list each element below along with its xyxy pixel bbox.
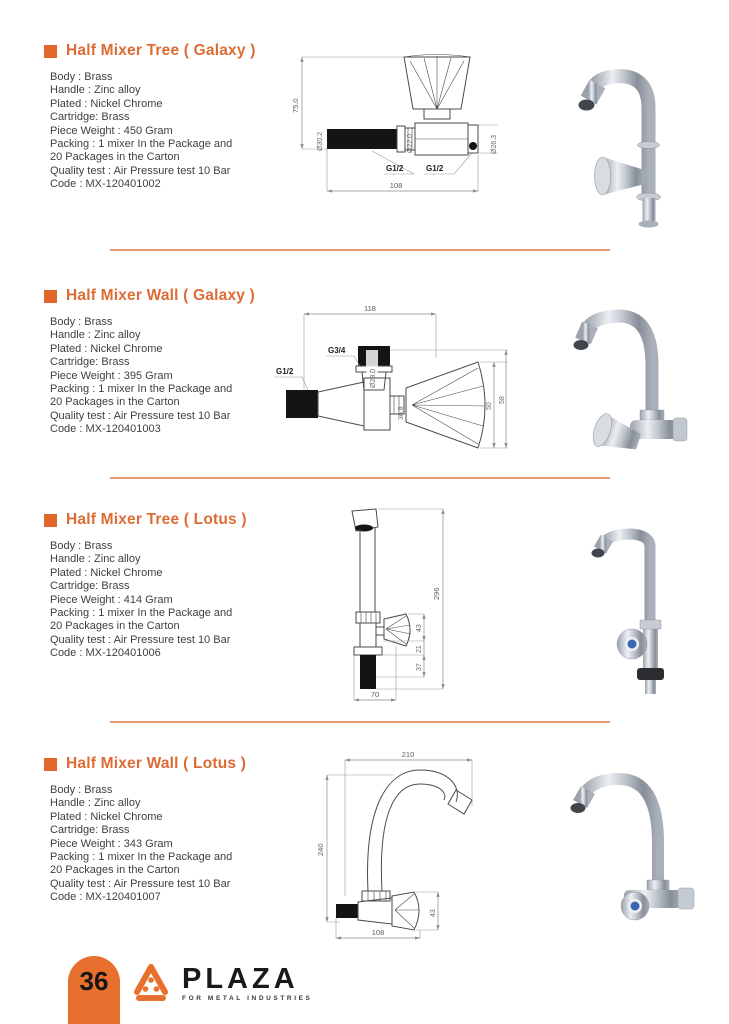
- spec-line: 20 Packages in the Carton: [50, 151, 180, 164]
- brand-logo: [128, 960, 312, 1006]
- technical-drawing-angle-valve: [272, 43, 512, 208]
- spec-line: Plated : Nickel Chrome: [50, 810, 163, 823]
- dimension-label: 118: [364, 304, 376, 313]
- spec-line: Code : MX-120401002: [50, 178, 161, 191]
- spec-line: Piece Weight : 414 Gram: [50, 593, 173, 606]
- technical-drawing-wall-valve: [266, 298, 511, 458]
- section-header: [44, 755, 246, 773]
- brand-tagline: FOR METAL INDUSTRIES: [182, 994, 313, 1002]
- spec-line: Plated : Nickel Chrome: [50, 342, 163, 355]
- thread-label: G1/2: [386, 164, 404, 173]
- product-photo-pillar-faucet: [540, 46, 715, 231]
- spec-line: Packing : 1 mixer In the Package and: [50, 383, 233, 396]
- spec-line: Packing : 1 mixer In the Package and: [50, 138, 233, 151]
- section-title: Half Mixer Wall ( Lotus ): [66, 755, 247, 772]
- dimension-label: 240: [316, 843, 325, 856]
- spec-line: Cartridge: Brass: [50, 824, 130, 837]
- spec-line: Piece Weight : 450 Gram: [50, 124, 173, 137]
- orange-square-bullet-icon: [44, 45, 57, 58]
- spec-line: Cartridge: Brass: [50, 111, 130, 124]
- spec-line: Handle : Zinc alloy: [50, 329, 141, 342]
- dimension-label: Ø26.3: [491, 134, 498, 154]
- spec-line: Handle : Zinc alloy: [50, 553, 141, 566]
- dimension-label: Ø30.2: [317, 131, 324, 151]
- brand-name: PLAZA: [182, 962, 299, 995]
- plaza-triangle-logo-icon: [128, 960, 174, 1006]
- section-title: Half Mixer Tree ( Lotus ): [66, 511, 247, 528]
- spec-line: Quality test : Air Pressure test 10 Bar: [50, 164, 231, 177]
- spec-line: Cartridge: Brass: [50, 580, 130, 593]
- section-divider: [110, 249, 610, 251]
- dimension-label: 296: [432, 587, 441, 600]
- dimension-label: 43: [416, 624, 423, 632]
- spec-line: Packing : 1 mixer In the Package and: [50, 851, 233, 864]
- dimension-label: 21: [416, 645, 423, 653]
- spec-line: Plated : Nickel Chrome: [50, 97, 163, 110]
- dimension-label: 108: [371, 928, 385, 937]
- dimension-label: 70: [370, 690, 380, 699]
- section-header: [44, 42, 256, 60]
- dimension-label: Ø28.0: [370, 368, 377, 388]
- spec-line: Quality test : Air Pressure test 10 Bar: [50, 409, 231, 422]
- dimension-label: 108: [389, 181, 403, 190]
- spec-list: [50, 784, 285, 905]
- dimension-label: Ø22.0: [407, 133, 414, 153]
- section-title: Half Mixer Tree ( Galaxy ): [66, 42, 256, 59]
- technical-drawing-wall-gooseneck: [302, 746, 502, 946]
- spec-line: Body : Brass: [50, 540, 113, 552]
- section-divider: [110, 477, 610, 479]
- spec-list: [50, 71, 285, 192]
- product-section-galaxy-tree: [0, 38, 729, 268]
- spec-line: Handle : Zinc alloy: [50, 797, 141, 810]
- dimension-label: 36.8: [398, 406, 405, 420]
- technical-drawing-pillar-tap: [300, 497, 480, 712]
- orange-square-bullet-icon: [44, 758, 57, 771]
- spec-line: 20 Packages in the Carton: [50, 396, 180, 409]
- spec-line: Code : MX-120401006: [50, 647, 161, 660]
- spec-line: Quality test : Air Pressure test 10 Bar: [50, 877, 231, 890]
- orange-square-bullet-icon: [44, 290, 57, 303]
- dimension-label: 210: [401, 750, 415, 759]
- thread-label: G3/4: [328, 346, 346, 355]
- product-photo-wall-faucet: [535, 287, 715, 472]
- product-photo-pillar-tap: [545, 502, 715, 700]
- product-section-lotus-wall: [0, 751, 729, 981]
- spec-line: Piece Weight : 343 Gram: [50, 837, 173, 850]
- page-number: 36: [79, 966, 109, 996]
- spec-line: 20 Packages in the Carton: [50, 864, 180, 877]
- spec-line: Packing : 1 mixer In the Package and: [50, 607, 233, 620]
- spec-line: Code : MX-120401007: [50, 891, 161, 904]
- dimension-label: 75.0: [291, 98, 300, 113]
- spec-line: Body : Brass: [50, 71, 113, 83]
- thread-label: G1/2: [276, 367, 294, 376]
- spec-line: Piece Weight : 395 Gram: [50, 369, 173, 382]
- page-number-tab: [68, 956, 120, 1024]
- spec-line: Body : Brass: [50, 784, 113, 796]
- spec-list: [50, 540, 285, 661]
- section-title: Half Mixer Wall ( Galaxy ): [66, 287, 255, 304]
- spec-line: Cartridge: Brass: [50, 356, 130, 369]
- spec-line: Quality test : Air Pressure test 10 Bar: [50, 633, 231, 646]
- product-photo-wall-gooseneck: [542, 748, 717, 943]
- orange-square-bullet-icon: [44, 514, 57, 527]
- spec-line: Code : MX-120401003: [50, 423, 161, 436]
- spec-line: Body : Brass: [50, 316, 113, 328]
- product-section-lotus-tree: [0, 507, 729, 737]
- section-divider: [110, 721, 610, 723]
- thread-label: G1/2: [426, 164, 444, 173]
- section-header: [44, 511, 247, 529]
- spec-line: Handle : Zinc alloy: [50, 84, 141, 97]
- spec-list: [50, 316, 285, 437]
- spec-line: Plated : Nickel Chrome: [50, 566, 163, 579]
- dimension-label: 58: [499, 396, 506, 404]
- spec-line: 20 Packages in the Carton: [50, 620, 180, 633]
- dimension-label: 43: [430, 909, 437, 917]
- brand-text: [182, 962, 313, 1002]
- dimension-label: 37: [416, 663, 423, 671]
- dimension-label: 50: [486, 402, 493, 410]
- section-header: [44, 287, 255, 305]
